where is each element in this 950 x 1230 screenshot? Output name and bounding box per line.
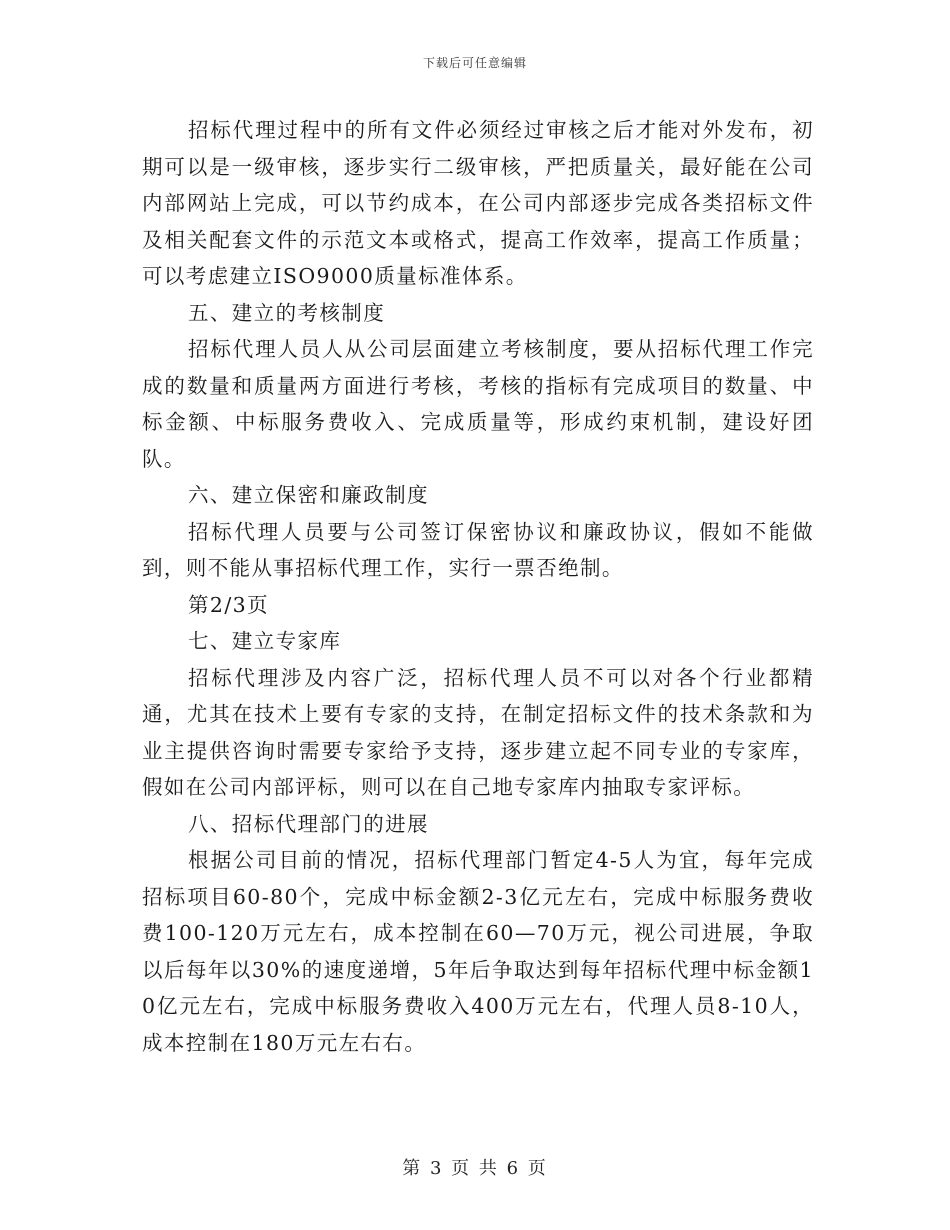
paragraph-department-plan: 根据公司目前的情况，招标代理部门暂定4-5人为宜，每年完成招标项目60-80个，完成中标金额2-3亿元左右，完成中标服务费收费100-120万元左右，成本控制在60—70万元，视公司进展，争取以后每年以30%的速度递增，5年后争取达到每年招标代理中标金额10亿元左右，完成中标服务费收入400万元左右，代理人员8-10人，成本控制在180万元左右右。 (142, 848, 814, 1055)
section-heading-8: 八、招标代理部门的进展 (188, 811, 429, 836)
section-heading-7: 七、建立专家库 (188, 629, 342, 653)
paragraph-assessment: 招标代理人员人从公司层面建立考核制度，要从招标代理工作完成的数量和质量两方面进行考核，考核的指标有完成项目的数量、中标金额、中标服务费收入、完成质量等，形成约束机制，建设好团队。 (142, 337, 814, 471)
paragraph-confidentiality: 招标代理人员要与公司签订保密协议和廉政协议，假如不能做到，则不能从事招标代理工作，实行一票否绝制。 (142, 519, 814, 580)
section-heading-6: 六、建立保密和廉政制度 (188, 483, 429, 507)
page-footer: 第 3 页 共 6 页 (402, 1158, 548, 1179)
paragraph-expert-database: 招标代理涉及内容广泛，招标代理人员不可以对各个行业都精通，尤其在技术上要有专家的支持，在制定招标文件的技术条款和为业主提供咨询时需要专家给予支持，逐步建立起不同专业的专家库，假如在公司内部评标，则可以在自己地专家库内抽取专家评标。 (142, 665, 814, 799)
paragraph-review-process: 招标代理过程中的所有文件必须经过审核之后才能对外发布，初期可以是一级审核，逐步实行二级审核，严把质量关，最好能在公司内部网站上完成，可以节约成本，在公司内部逐步完成各类招标文件及相关配套文件的示范文本或格式，提高工作效率，提高工作质量；可以考虑建立ISO9000质量标准体系。 (142, 118, 814, 288)
inline-page-marker: 第2/3页 (188, 592, 269, 617)
section-heading-5: 五、建立的考核制度 (188, 300, 386, 325)
document-body (142, 112, 814, 1061)
page-header: 下载后可任意编辑 (422, 56, 527, 70)
